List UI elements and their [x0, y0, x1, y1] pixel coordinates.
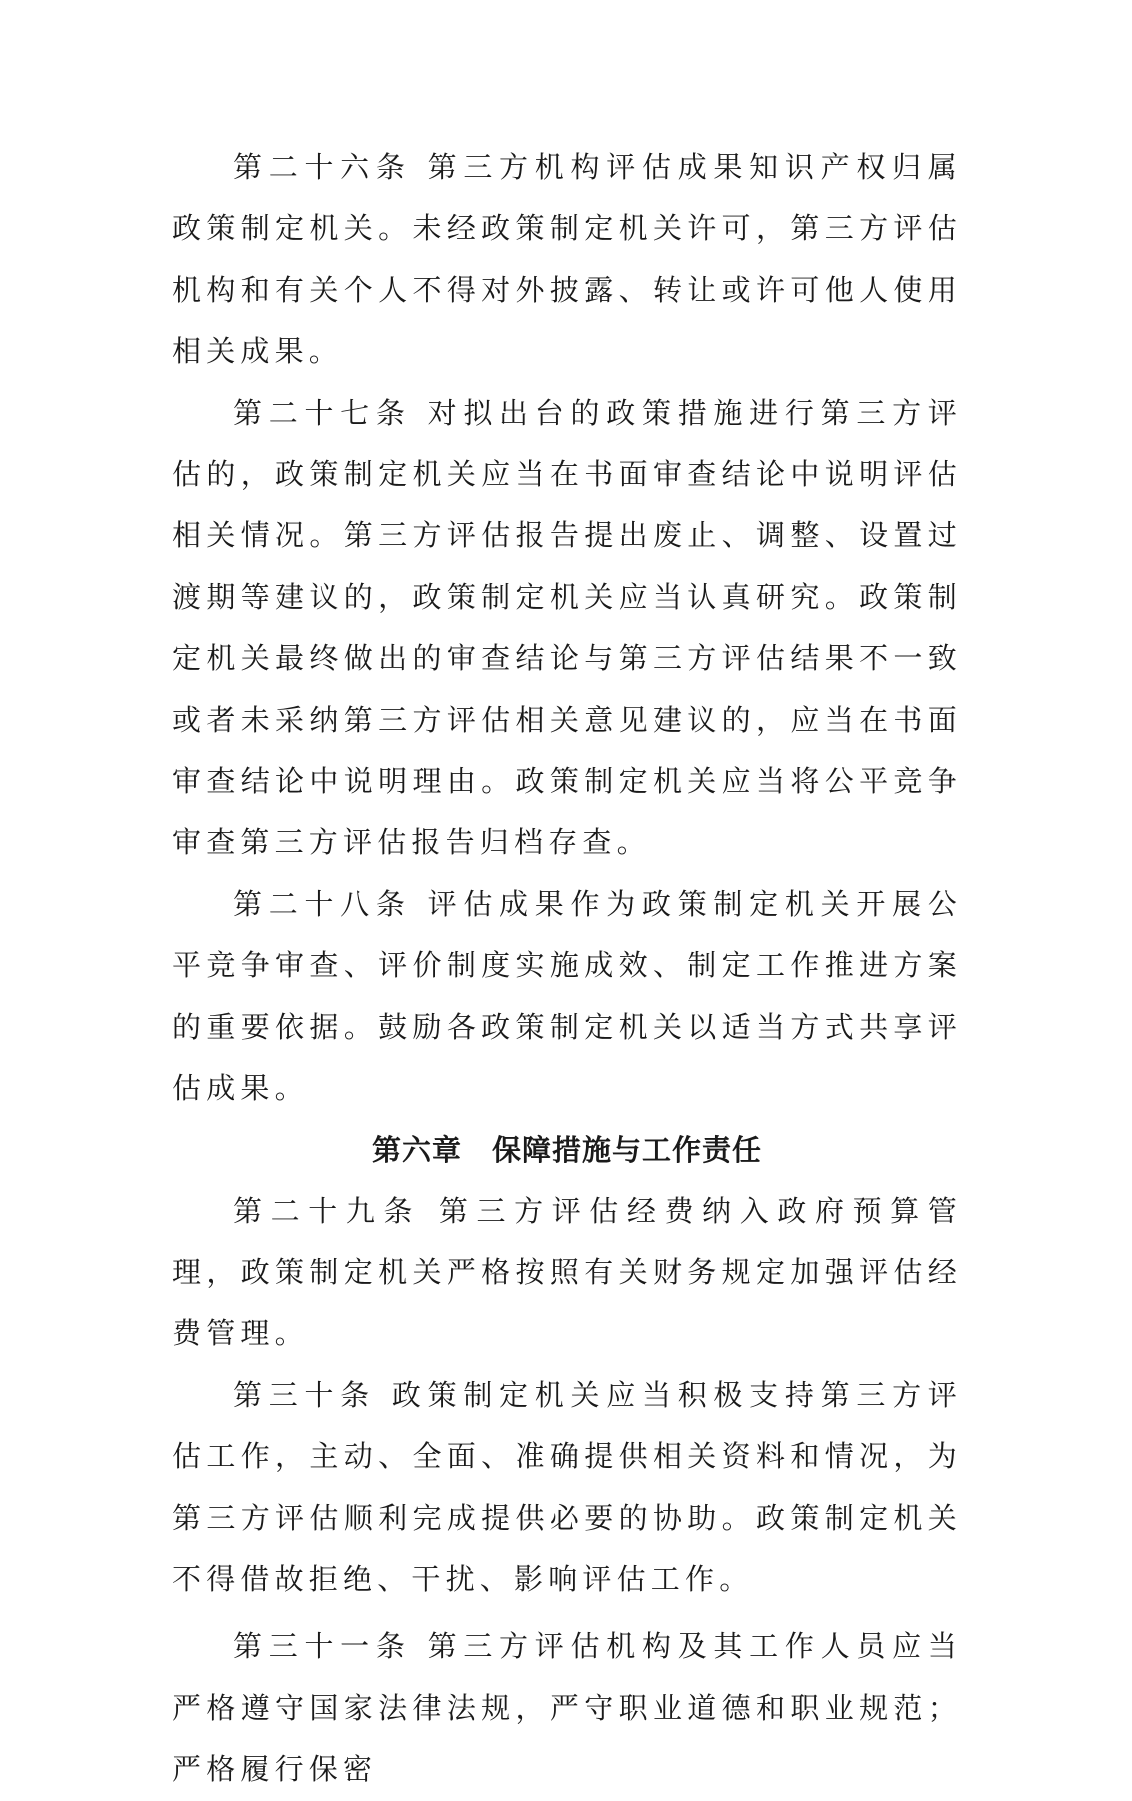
article-29: 第二十九条 第三方评估经费纳入政府预算管理，政策制定机关严格按照有关财务规定加强评估经费管理。 — [172, 1193, 962, 1351]
chapter-heading: 第六章 保障措施与工作责任 — [371, 1132, 762, 1167]
article-30: 第三十条 政策制定机关应当积极支持第三方评估工作，主动、全面、准确提供相关资料和情况，为第三方评估顺利完成提供必要的协助。政策制定机关不得借故拒绝、干扰、影响评估工作。 — [172, 1377, 962, 1596]
article-27: 第二十七条 对拟出台的政策措施进行第三方评估的，政策制定机关应当在书面审查结论中说明评估相关情况。第三方评估报告提出废止、调整、设置过渡期等建议的，政策制定机关应当认真研究。政策制定机关最终做出的审查结论与第三方评估结果不一致或者未采纳第三方评估相关意见建议的，应当在书面审查结论中说明理由。政策制定机关应当将公平竞争审查第三方评估报告归档存查。 — [172, 395, 962, 860]
document-page — [172, 137, 962, 1801]
article-28: 第二十八条 评估成果作为政策制定机关开展公平竞争审查、评价制度实施成效、制定工作推进方案的重要依据。鼓励各政策制定机关以适当方式共享评估成果。 — [172, 886, 962, 1106]
article-31: 第三十一条 第三方评估机构及其工作人员应当严格遵守国家法律法规，严守职业道德和职业规范；严格履行保密 — [172, 1629, 962, 1787]
article-26: 第二十六条 第三方机构评估成果知识产权归属政策制定机关。未经政策制定机关许可，第三方评估机构和有关个人不得对外披露、转让或许可他人使用相关成果。 — [172, 150, 962, 369]
